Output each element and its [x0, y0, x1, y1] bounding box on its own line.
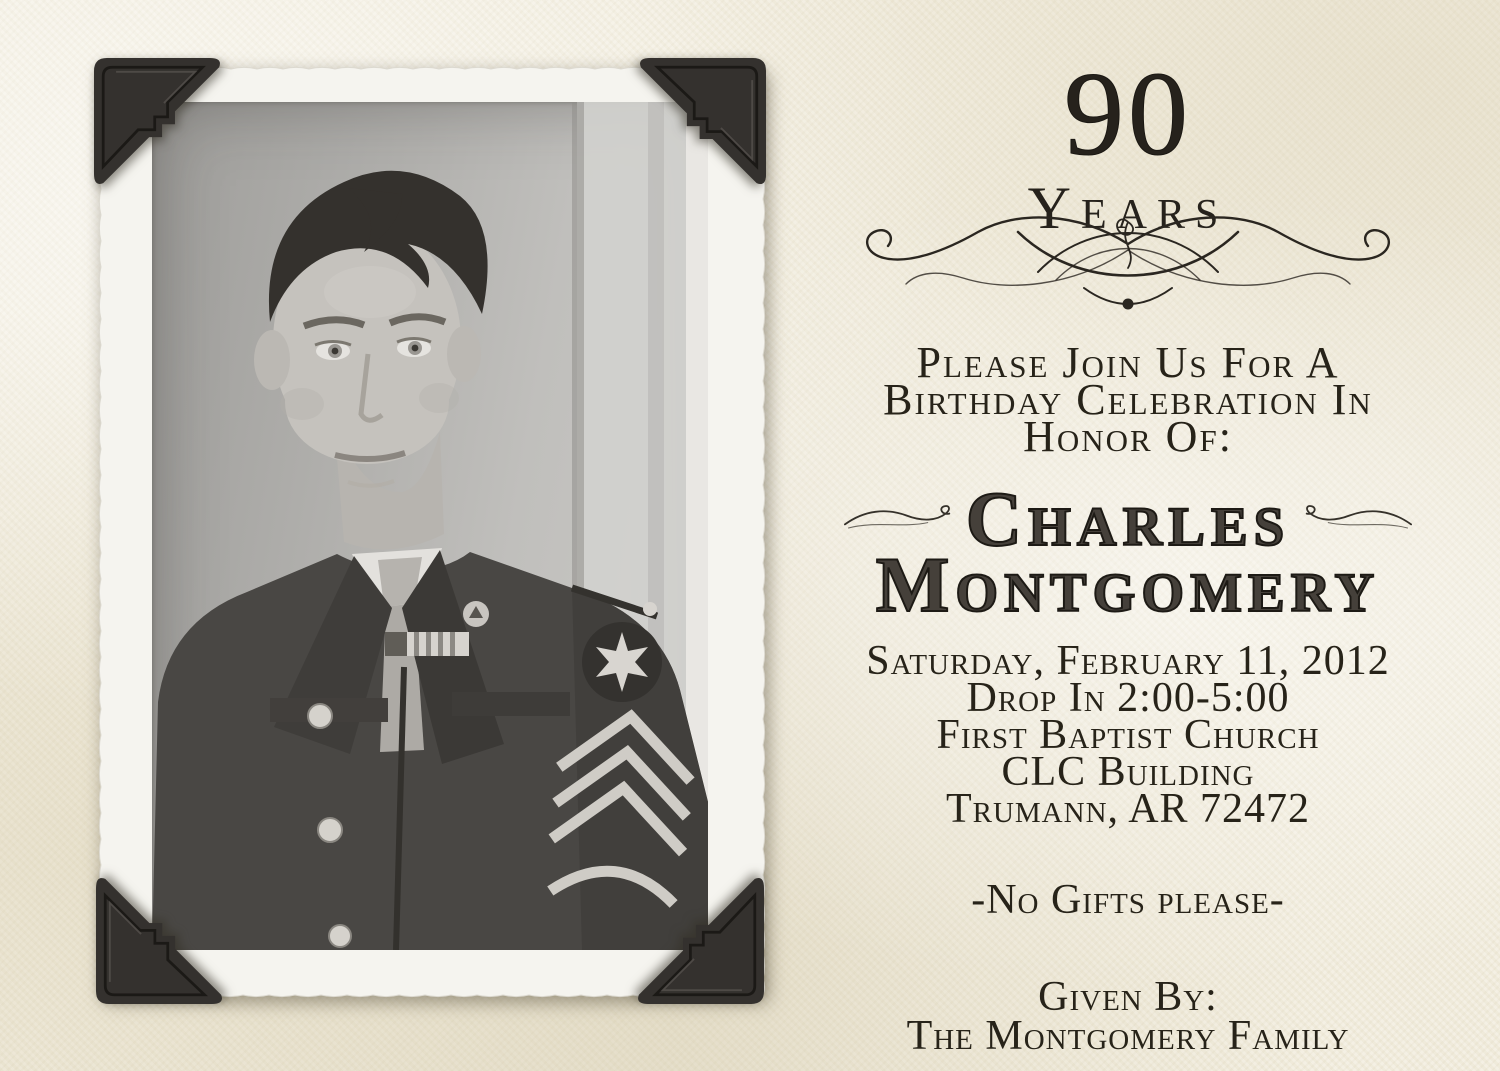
- honoree-first-name: Charles: [965, 475, 1291, 562]
- honoree-last-name: Montgomery: [875, 541, 1381, 628]
- portrait-photo: [152, 102, 708, 950]
- face: [254, 171, 488, 486]
- event-date: Saturday, February 11, 2012: [866, 638, 1390, 684]
- given-by-block: [772, 974, 1484, 1059]
- honoree-name: [772, 475, 1484, 628]
- age-number: 90: [1064, 47, 1192, 180]
- mounted-photo: [96, 62, 768, 1002]
- given-by-label: Given By:: [1038, 974, 1218, 1020]
- age-word: Years: [1027, 175, 1229, 241]
- intro-lines: [772, 338, 1484, 461]
- photo-corner-bottom-right-icon: [626, 866, 764, 1004]
- event-venue: First Baptist Church: [936, 712, 1320, 758]
- intro-line-2: Birthday Celebration In: [883, 375, 1373, 424]
- left-name-flourish: [838, 501, 958, 537]
- portrait-illustration: [152, 102, 708, 950]
- given-by-name: The Montgomery Family: [906, 1013, 1350, 1059]
- gifts-note: -No Gifts please-: [971, 877, 1285, 923]
- event-time: Drop In 2:00-5:00: [966, 675, 1290, 721]
- intro-line-1: Please Join Us For A: [916, 338, 1340, 387]
- right-name-flourish: [1298, 501, 1418, 537]
- photo-corner-bottom-left-icon: [96, 866, 234, 1004]
- invitation-text-column: [772, 0, 1484, 1059]
- event-details: [772, 638, 1484, 832]
- intro-line-3: Honor Of:: [1023, 412, 1233, 461]
- star-patch: [582, 622, 662, 702]
- photo-corner-top-right-icon: [628, 58, 766, 196]
- photo-corner-top-left-icon: [94, 58, 232, 196]
- ribbon-bar: [385, 632, 469, 656]
- event-city-state-zip: Trumann, AR 72472: [945, 786, 1311, 832]
- event-building: CLC Building: [1001, 749, 1255, 795]
